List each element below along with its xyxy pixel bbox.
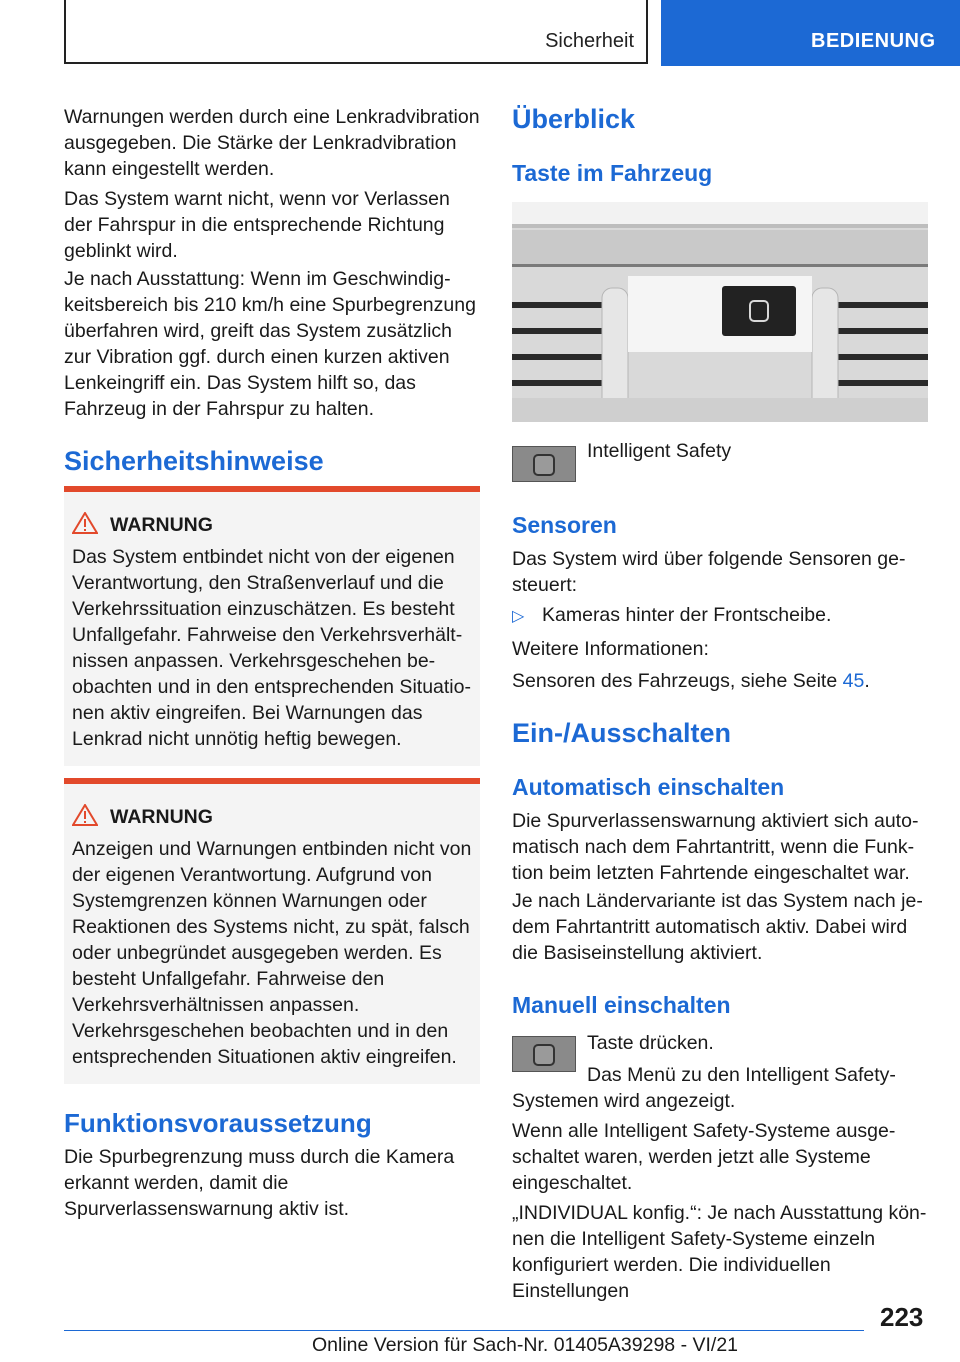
manual-on-heading: Manuell einschalten bbox=[512, 992, 731, 1018]
warning-box-2 bbox=[64, 778, 480, 1084]
sensors-heading: Sensoren bbox=[512, 512, 617, 538]
overview-heading: Überblick bbox=[512, 104, 636, 134]
more-info-label: Weitere Informationen: bbox=[512, 638, 709, 660]
manual-step: Taste drücken. bbox=[587, 1032, 714, 1054]
button-heading: Taste im Fahrzeug bbox=[512, 160, 713, 186]
warning-box-1 bbox=[64, 486, 480, 766]
sensors-reference bbox=[512, 668, 928, 694]
page-link-45[interactable]: 45 bbox=[842, 670, 865, 692]
manual-text-1 bbox=[512, 1062, 928, 1114]
sensors-ref-end: . bbox=[864, 670, 870, 692]
warning-triangle-icon bbox=[72, 804, 98, 826]
warning-text: Das System entbindet nicht von der eigenen Verantwortung, den Straßenverlauf und die Verkehrssituation einzuschätzen. Es besteht Unfallgefahr. Fahrweise den Verkehrsverhältnissen anpassen. Verkehrsgeschehen beobachten und in den entsprechenden Situationen aktiv eingreifen. Bei Warnungen das Lenkrad nicht unnötig heftig bewegen. bbox=[72, 546, 471, 750]
sensors-bullet: Kameras hinter der Frontscheibe. bbox=[542, 604, 832, 626]
sensors-text: Das System wird über folgende Sensoren gesteuert: bbox=[512, 548, 906, 596]
warning-bar bbox=[64, 486, 480, 492]
bullet-triangle-icon: ▷ bbox=[512, 608, 525, 625]
manual-text-2: Wenn alle Intelligent Safety-Systeme ausgeschaltet waren, werden jetzt alle Systeme eingeschaltet. bbox=[512, 1120, 896, 1194]
auto-on-text-2: Je nach Ländervariante ist das System nach jedem Fahrtantritt automatisch aktiv. Dabei wird die Basiseinstellung aktiviert. bbox=[512, 890, 923, 964]
sensors-ref-text: Sensoren des Fahrzeugs, siehe Seite bbox=[512, 670, 843, 692]
function-text: Die Spurbegrenzung muss durch die Kamera erkannt werden, damit die Spurverlassenswarnung aktiv ist. bbox=[64, 1146, 455, 1220]
intro-paragraph-2: Das System warnt nicht, wenn vor Verlassen der Fahrspur in die entsprechende Richtung geblinkt wird. bbox=[64, 188, 450, 262]
header-chapter-title: BEDIENUNG bbox=[811, 30, 936, 52]
button-caption: Intelligent Safety bbox=[587, 440, 732, 462]
footer-divider bbox=[64, 1330, 864, 1331]
vehicle-dashboard-image bbox=[512, 202, 928, 422]
warning-triangle-icon bbox=[72, 512, 98, 534]
warning-title: WARNUNG bbox=[110, 514, 213, 536]
function-heading: Funktionsvoraussetzung bbox=[64, 1108, 372, 1138]
manual-text-3: „INDIVIDUAL konfig.“: Je nach Ausstattung können die Intelligent Safety-Systeme einzeln konfiguriert werden. Die individuellen Einstellungen bbox=[512, 1202, 927, 1302]
warning-bar bbox=[64, 778, 480, 784]
header-section-box bbox=[64, 0, 648, 64]
warning-text: Anzeigen und Warnungen entbinden nicht von der eigenen Verantwortung. Aufgrund von Systemgrenzen können Warnungen oder Reaktionen des Systems nicht, zu spät, falsch oder unbegründet ausgegeben werden. Es besteht Unfallgefahr. Fahrweise den Verkehrsverhältnissen anpassen. Verkehrsgeschehen beobachten und in den entsprechenden Situationen aktiv eingreifen. bbox=[72, 838, 472, 1068]
footer-version-text: Online Version für Sach-Nr. 01405A39298 - VI/21 bbox=[312, 1334, 739, 1356]
auto-on-text-1: Die Spurverlassenswarnung aktiviert sich automatisch nach dem Fahrtantritt, wenn die Funktion beim letzten Fahrtende eingeschaltet war. bbox=[512, 810, 919, 884]
page-header bbox=[0, 0, 960, 66]
safety-heading: Sicherheitshinweise bbox=[64, 446, 324, 476]
auto-on-heading: Automatisch einschalten bbox=[512, 774, 785, 800]
on-off-heading: Ein-/Ausschalten bbox=[512, 718, 732, 748]
intelligent-safety-button-icon bbox=[512, 446, 576, 482]
header-chapter-box bbox=[661, 0, 960, 66]
manual-text-1-content: Das Menü zu den Intelligent Safety-Systemen wird angezeigt. bbox=[512, 1064, 896, 1112]
header-section-title: Sicherheit bbox=[545, 30, 634, 52]
vehicle-button-photo bbox=[512, 202, 928, 422]
page-number: 223 bbox=[880, 1302, 924, 1332]
intro-paragraph-1: Warnungen werden durch eine Lenkradvibration ausgegeben. Die Stärke der Lenkradvibration kann eingestellt werden. bbox=[64, 106, 480, 180]
warning-title: WARNUNG bbox=[110, 806, 213, 828]
intro-paragraph-3: Je nach Ausstattung: Wenn im Geschwindigkeitsbereich bis 210 km/h eine Spurbegrenzung überfahren wird, greift das System zusätzlich zur Vibration ggf. durch einen kurzen aktiven Lenkeingriff ein. Das System hilft so, das Fahrzeug in der Fahrspur zu halten. bbox=[64, 268, 476, 420]
